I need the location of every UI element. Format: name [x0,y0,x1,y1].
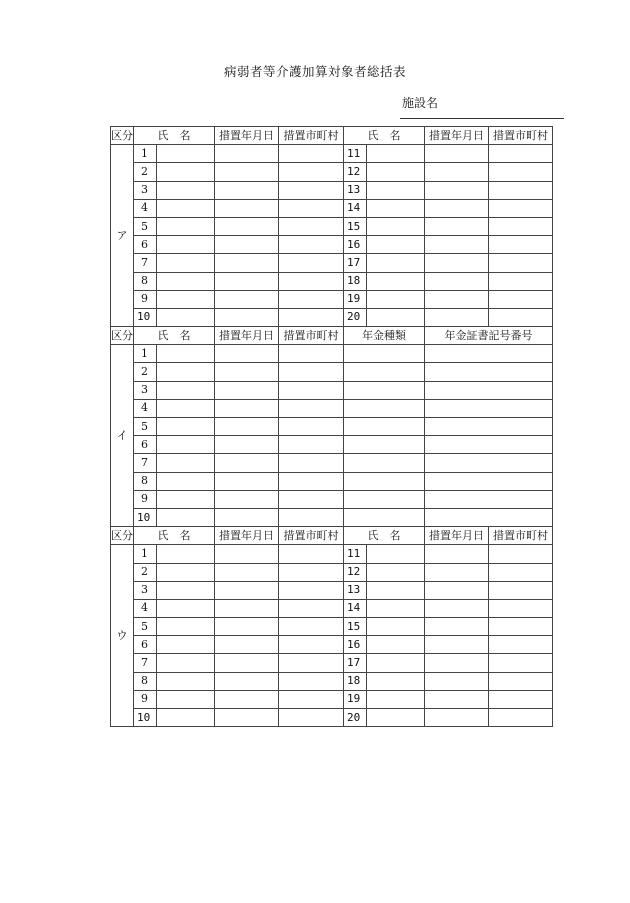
table-row [111,490,553,508]
table-row [111,654,553,672]
row-number: 6 [134,436,157,454]
row-number: 5 [134,618,157,636]
header-name: 氏 名 [134,527,215,545]
date-cell[interactable] [215,563,279,581]
city-cell[interactable] [489,709,553,727]
date-cell[interactable] [215,508,279,526]
city-cell[interactable] [279,599,344,617]
table-row [111,636,553,654]
name-cell[interactable] [157,163,215,181]
name-cell[interactable] [157,272,215,290]
name-cell[interactable] [157,618,215,636]
city-cell[interactable] [279,636,344,654]
city-cell[interactable] [489,290,553,308]
date-cell[interactable] [425,272,489,290]
row-number: 9 [134,690,157,708]
table-row [111,236,553,254]
row-number: 14 [344,599,367,617]
city-cell[interactable] [489,163,553,181]
city-cell[interactable] [489,272,553,290]
date-cell[interactable] [215,236,279,254]
city-cell[interactable] [489,581,553,599]
date-cell[interactable] [215,290,279,308]
city-cell[interactable] [279,345,344,363]
name-cell[interactable] [157,636,215,654]
row-number: 4 [134,599,157,617]
table-row [111,181,553,199]
city-cell[interactable] [489,654,553,672]
table-row [111,454,553,472]
row-number: 14 [344,199,367,217]
header-city: 措置市町村 [489,527,553,545]
name-cell[interactable] [157,381,215,399]
row-number: 3 [134,381,157,399]
name-cell[interactable] [367,163,425,181]
row-number: 18 [344,272,367,290]
row-number: 20 [344,308,367,326]
name-cell[interactable] [157,454,215,472]
row-number: 5 [134,217,157,235]
pension-number-cell[interactable] [425,454,553,472]
city-cell[interactable] [279,363,344,381]
date-cell[interactable] [215,690,279,708]
name-cell[interactable] [157,563,215,581]
header-name: 氏 名 [344,527,425,545]
table-row [111,363,553,381]
city-cell[interactable] [279,181,344,199]
city-cell[interactable] [489,545,553,563]
name-cell[interactable] [367,636,425,654]
name-cell[interactable] [157,490,215,508]
date-cell[interactable] [425,709,489,727]
header-name: 氏 名 [344,127,425,145]
pension-number-cell[interactable] [425,418,553,436]
date-cell[interactable] [215,454,279,472]
header-name: 氏 名 [134,127,215,145]
name-cell[interactable] [157,363,215,381]
table-row [111,308,553,326]
city-cell[interactable] [279,581,344,599]
summary-table [110,126,553,727]
table-row [111,145,553,163]
date-cell[interactable] [425,236,489,254]
city-cell[interactable] [489,618,553,636]
pension-number-cell[interactable] [425,436,553,454]
table-row [111,217,553,235]
pension-number-cell[interactable] [425,345,553,363]
name-cell[interactable] [367,217,425,235]
row-number: 19 [344,690,367,708]
table-row [111,163,553,181]
pension-number-cell[interactable] [425,399,553,417]
city-cell[interactable] [279,399,344,417]
city-cell[interactable] [279,618,344,636]
date-cell[interactable] [215,618,279,636]
row-number: 1 [134,345,157,363]
category-label: ア [111,145,134,327]
date-cell[interactable] [215,545,279,563]
pension-type-cell[interactable] [344,345,425,363]
name-cell[interactable] [157,599,215,617]
row-number: 13 [344,581,367,599]
row-number: 3 [134,581,157,599]
row-number: 20 [344,709,367,727]
row-number: 12 [344,563,367,581]
date-cell[interactable] [425,545,489,563]
name-cell[interactable] [367,563,425,581]
city-cell[interactable] [279,381,344,399]
city-cell[interactable] [489,217,553,235]
row-number: 8 [134,272,157,290]
table-row [111,254,553,272]
date-cell[interactable] [215,490,279,508]
table-row [111,345,553,363]
table-row [111,508,553,526]
section-header-row [111,527,553,545]
date-cell[interactable] [215,418,279,436]
table-row [111,290,553,308]
date-cell[interactable] [215,472,279,490]
table-row [111,399,553,417]
row-number: 8 [134,672,157,690]
row-number: 12 [344,163,367,181]
row-number: 16 [344,236,367,254]
city-cell[interactable] [489,181,553,199]
table-row [111,545,553,563]
city-cell[interactable] [279,418,344,436]
row-number: 8 [134,472,157,490]
date-cell[interactable] [425,563,489,581]
header-kubun: 区分 [111,127,134,145]
city-cell[interactable] [279,490,344,508]
header-date: 措置年月日 [425,127,489,145]
name-cell[interactable] [367,199,425,217]
city-cell[interactable] [489,563,553,581]
city-cell[interactable] [279,199,344,217]
name-cell[interactable] [157,508,215,526]
row-number: 7 [134,254,157,272]
pension-type-cell[interactable] [344,399,425,417]
name-cell[interactable] [367,672,425,690]
name-cell[interactable] [157,145,215,163]
name-cell[interactable] [157,399,215,417]
pension-type-cell[interactable] [344,490,425,508]
row-number: 16 [344,636,367,654]
name-cell[interactable] [157,254,215,272]
name-cell[interactable] [367,690,425,708]
section-header-row [111,127,553,145]
pension-type-cell[interactable] [344,454,425,472]
city-cell[interactable] [279,272,344,290]
name-cell[interactable] [157,690,215,708]
city-cell[interactable] [279,290,344,308]
row-number: 15 [344,618,367,636]
row-number: 6 [134,236,157,254]
header-date: 措置年月日 [215,327,279,345]
row-number: 2 [134,163,157,181]
name-cell[interactable] [157,345,215,363]
header-date: 措置年月日 [425,527,489,545]
city-cell[interactable] [489,199,553,217]
table-row [111,563,553,581]
row-number: 10 [134,308,157,326]
name-cell[interactable] [157,472,215,490]
date-cell[interactable] [215,436,279,454]
city-cell[interactable] [489,672,553,690]
row-number: 3 [134,181,157,199]
row-number: 4 [134,399,157,417]
table-row [111,272,553,290]
pension-type-cell[interactable] [344,381,425,399]
name-cell[interactable] [157,236,215,254]
city-cell[interactable] [489,145,553,163]
row-number: 2 [134,363,157,381]
city-cell[interactable] [489,690,553,708]
city-cell[interactable] [279,254,344,272]
table-row [111,581,553,599]
facility-name-field[interactable] [400,118,564,119]
name-cell[interactable] [367,581,425,599]
pension-number-cell[interactable] [425,363,553,381]
city-cell[interactable] [489,236,553,254]
row-number: 19 [344,290,367,308]
pension-type-cell[interactable] [344,472,425,490]
header-name: 氏 名 [134,327,215,345]
form-title: 病弱者等介護加算対象者総括表 [223,64,406,79]
header-pension-type: 年金種類 [344,327,425,345]
date-cell[interactable] [215,181,279,199]
table-row [111,472,553,490]
date-cell[interactable] [425,199,489,217]
row-number: 15 [344,217,367,235]
name-cell[interactable] [367,599,425,617]
row-number: 17 [344,654,367,672]
header-pension-number: 年金証書記号番号 [425,327,553,345]
pension-number-cell[interactable] [425,381,553,399]
city-cell[interactable] [279,672,344,690]
header-kubun: 区分 [111,527,134,545]
row-number: 6 [134,636,157,654]
row-number: 11 [344,145,367,163]
row-number: 9 [134,490,157,508]
date-cell[interactable] [215,272,279,290]
pension-number-cell[interactable] [425,490,553,508]
name-cell[interactable] [157,654,215,672]
date-cell[interactable] [215,345,279,363]
city-cell[interactable] [279,436,344,454]
name-cell[interactable] [157,545,215,563]
date-cell[interactable] [425,308,489,326]
header-kubun: 区分 [111,327,134,345]
pension-type-cell[interactable] [344,436,425,454]
header-date: 措置年月日 [215,127,279,145]
row-number: 1 [134,545,157,563]
date-cell[interactable] [215,308,279,326]
facility-name-label: 施設名 [402,96,439,110]
name-cell[interactable] [157,199,215,217]
date-cell[interactable] [425,618,489,636]
name-cell[interactable] [367,254,425,272]
city-cell[interactable] [279,472,344,490]
city-cell[interactable] [279,508,344,526]
header-city: 措置市町村 [279,527,344,545]
name-cell[interactable] [157,308,215,326]
date-cell[interactable] [215,381,279,399]
name-cell[interactable] [367,654,425,672]
city-cell[interactable] [279,145,344,163]
date-cell[interactable] [215,163,279,181]
date-cell[interactable] [425,254,489,272]
pension-number-cell[interactable] [425,508,553,526]
name-cell[interactable] [157,709,215,727]
date-cell[interactable] [215,709,279,727]
pension-type-cell[interactable] [344,418,425,436]
table-row [111,381,553,399]
header-city: 措置市町村 [279,327,344,345]
date-cell[interactable] [215,654,279,672]
city-cell[interactable] [279,454,344,472]
city-cell[interactable] [489,308,553,326]
city-cell[interactable] [279,654,344,672]
date-cell[interactable] [215,199,279,217]
name-cell[interactable] [367,308,425,326]
row-number: 7 [134,654,157,672]
date-cell[interactable] [425,581,489,599]
date-cell[interactable] [425,690,489,708]
header-city: 措置市町村 [489,127,553,145]
name-cell[interactable] [367,181,425,199]
table-row [111,436,553,454]
name-cell[interactable] [367,709,425,727]
table-row [111,599,553,617]
header-city: 措置市町村 [279,127,344,145]
name-cell[interactable] [367,545,425,563]
city-cell[interactable] [279,545,344,563]
table-row [111,672,553,690]
date-cell[interactable] [425,290,489,308]
row-number: 11 [344,545,367,563]
date-cell[interactable] [215,599,279,617]
row-number: 1 [134,145,157,163]
table-row [111,709,553,727]
date-cell[interactable] [425,145,489,163]
city-cell[interactable] [489,599,553,617]
category-label: イ [111,345,134,527]
city-cell[interactable] [279,217,344,235]
name-cell[interactable] [157,217,215,235]
row-number: 13 [344,181,367,199]
section-header-row [111,327,553,345]
city-cell[interactable] [279,308,344,326]
date-cell[interactable] [425,636,489,654]
name-cell[interactable] [367,290,425,308]
city-cell[interactable] [279,709,344,727]
city-cell[interactable] [489,636,553,654]
row-number: 17 [344,254,367,272]
row-number: 18 [344,672,367,690]
row-number: 10 [134,508,157,526]
name-cell[interactable] [157,581,215,599]
table-row [111,618,553,636]
date-cell[interactable] [425,217,489,235]
date-cell[interactable] [425,654,489,672]
name-cell[interactable] [157,290,215,308]
city-cell[interactable] [279,236,344,254]
date-cell[interactable] [215,363,279,381]
row-number: 10 [134,709,157,727]
row-number: 9 [134,290,157,308]
date-cell[interactable] [425,163,489,181]
pension-type-cell[interactable] [344,363,425,381]
city-cell[interactable] [279,690,344,708]
row-number: 5 [134,418,157,436]
city-cell[interactable] [279,163,344,181]
date-cell[interactable] [215,399,279,417]
date-cell[interactable] [425,599,489,617]
name-cell[interactable] [157,436,215,454]
date-cell[interactable] [425,672,489,690]
table-row [111,418,553,436]
date-cell[interactable] [215,145,279,163]
date-cell[interactable] [215,636,279,654]
date-cell[interactable] [215,581,279,599]
name-cell[interactable] [157,418,215,436]
name-cell[interactable] [367,236,425,254]
name-cell[interactable] [157,181,215,199]
name-cell[interactable] [367,145,425,163]
name-cell[interactable] [157,672,215,690]
date-cell[interactable] [215,217,279,235]
city-cell[interactable] [489,254,553,272]
pension-number-cell[interactable] [425,472,553,490]
date-cell[interactable] [425,181,489,199]
table-row [111,690,553,708]
row-number: 4 [134,199,157,217]
category-label: ウ [111,545,134,727]
row-number: 7 [134,454,157,472]
table-row [111,199,553,217]
name-cell[interactable] [367,618,425,636]
pension-type-cell[interactable] [344,508,425,526]
city-cell[interactable] [279,563,344,581]
row-number: 2 [134,563,157,581]
date-cell[interactable] [215,672,279,690]
date-cell[interactable] [215,254,279,272]
name-cell[interactable] [367,272,425,290]
header-date: 措置年月日 [215,527,279,545]
